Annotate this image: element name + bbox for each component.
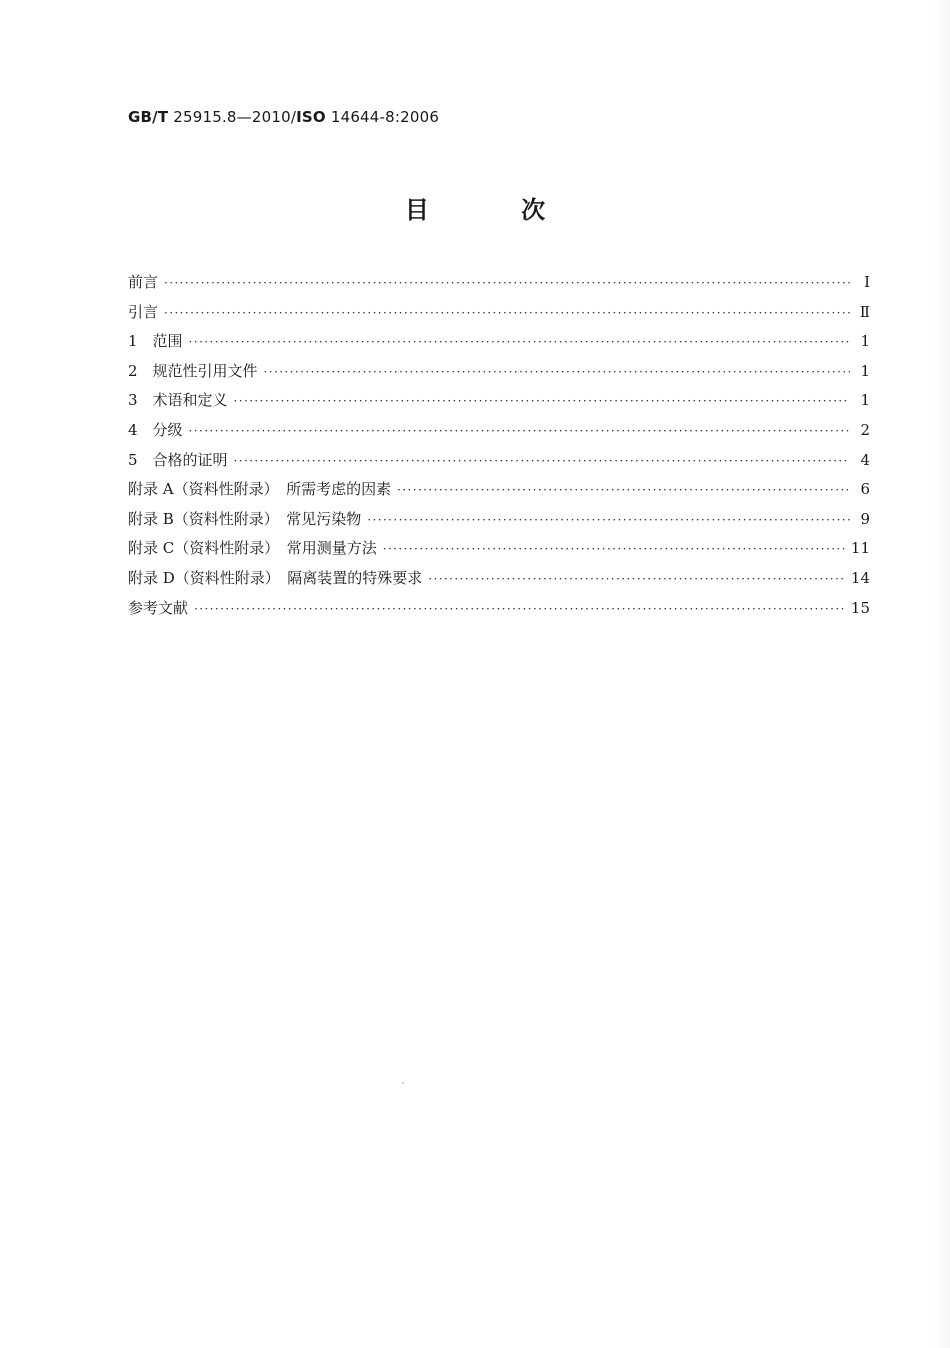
toc-entry-page-number: 9 — [860, 509, 870, 528]
iso-number: 14644-8:2006 — [330, 108, 440, 126]
toc-entry[interactable] — [128, 594, 870, 624]
toc-entry-page-number: Ⅰ — [864, 273, 870, 291]
toc-dot-leader — [234, 447, 850, 477]
toc-entry-label: 附录 A（资料性附录） 所需考虑的因素 — [128, 480, 392, 499]
toc-dot-leader — [189, 417, 850, 447]
toc-entry-page-number: Ⅱ — [859, 302, 870, 321]
std-code: GB/T — [128, 108, 169, 126]
toc-entry-page-number: 1 — [860, 332, 870, 351]
iso-code: ISO — [296, 108, 326, 126]
toc-entry-page-number: 1 — [860, 361, 870, 380]
toc-dot-leader — [164, 299, 850, 329]
toc-entry-label: 5 合格的证明 — [128, 450, 228, 469]
toc-entry-label: 附录 C（资料性附录） 常用测量方法 — [128, 539, 377, 558]
toc-entry[interactable] — [128, 475, 870, 505]
toc-entry-page-number: 6 — [860, 480, 870, 499]
toc-entry-page-number: 4 — [860, 450, 870, 469]
toc-entry-page-number: 1 — [860, 391, 870, 410]
toc-entry[interactable] — [128, 446, 870, 476]
toc-entry[interactable] — [128, 268, 870, 298]
std-number: 25915.8—2010 — [173, 108, 291, 126]
toc-entry-label: 4 分级 — [128, 420, 183, 439]
toc-dot-leader — [194, 595, 845, 625]
toc-entry-label: 参考文献 — [128, 598, 189, 617]
toc-dot-leader — [397, 476, 850, 506]
toc-dot-leader — [164, 269, 850, 299]
toc-entry[interactable] — [128, 416, 870, 446]
toc-dot-leader — [264, 358, 850, 388]
toc-dot-leader — [383, 535, 845, 565]
toc-entry-label: 1 范围 — [128, 332, 183, 351]
toc-dot-leader — [189, 328, 850, 358]
toc-entry[interactable] — [128, 327, 870, 357]
toc-entry-label: 引言 — [128, 302, 159, 321]
scan-speck — [402, 1082, 404, 1084]
toc-title: 目 次 — [404, 196, 588, 224]
toc-dot-leader — [234, 387, 850, 417]
toc-entry-page-number: 2 — [860, 420, 870, 439]
toc-entry-label: 2 规范性引用文件 — [128, 361, 258, 380]
toc-entry[interactable] — [128, 386, 870, 416]
standard-header: GB/T 25915.8—2010/ISO 14644-8:2006 — [128, 108, 440, 126]
toc-entry-page-number: 15 — [850, 598, 870, 617]
toc-entry-page-number: 11 — [850, 539, 870, 558]
toc-entry[interactable] — [128, 564, 870, 594]
table-of-contents — [128, 268, 870, 623]
toc-entry-label: 3 术语和定义 — [128, 391, 228, 410]
toc-entry[interactable] — [128, 534, 870, 564]
toc-entry-label: 附录 D（资料性附录） 隔离装置的特殊要求 — [128, 568, 423, 587]
toc-entry-label: 附录 B（资料性附录） 常见污染物 — [128, 509, 362, 528]
toc-entry[interactable] — [128, 505, 870, 535]
toc-entry[interactable] — [128, 357, 870, 387]
toc-entry-page-number: 14 — [850, 568, 870, 587]
toc-entry[interactable] — [128, 298, 870, 328]
toc-entry-label: 前言 — [128, 273, 159, 291]
toc-dot-leader — [428, 565, 845, 595]
toc-dot-leader — [367, 506, 850, 536]
